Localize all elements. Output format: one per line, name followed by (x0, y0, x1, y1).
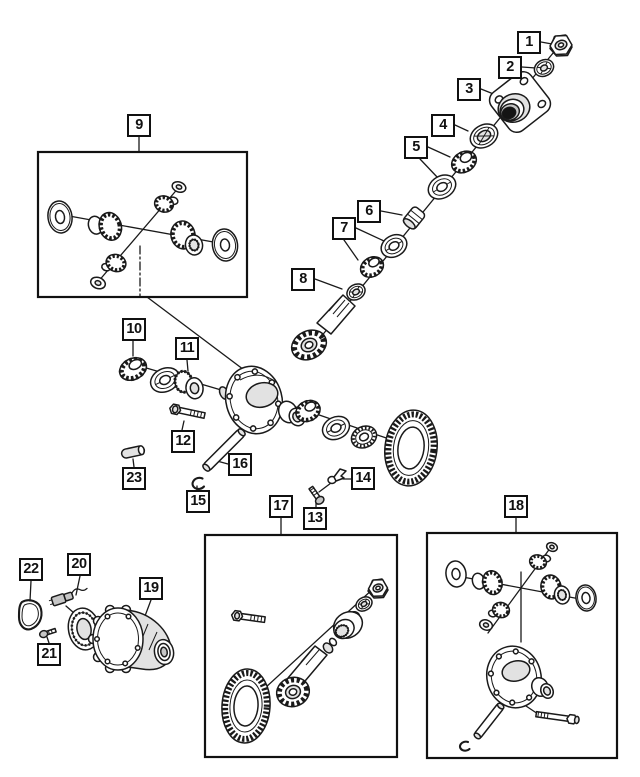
callout-10[interactable]: 10 (122, 318, 146, 341)
callout-7[interactable]: 7 (332, 217, 356, 240)
kit18-case (480, 640, 555, 713)
pinion-thrust-washer-top (171, 180, 188, 194)
callout-20[interactable]: 20 (67, 553, 91, 576)
callout-17[interactable]: 17 (269, 495, 293, 518)
callout-13[interactable]: 13 (303, 507, 327, 530)
callout-22[interactable]: 22 (19, 558, 43, 581)
drive-pinion-gear (287, 295, 355, 365)
locking-diff-case (89, 606, 176, 673)
kit18-washer-left (444, 560, 467, 589)
outer-pinion-bearing (448, 147, 481, 177)
callout-6[interactable]: 6 (357, 200, 381, 223)
adjuster-lock (328, 469, 346, 484)
collapsible-spacer (401, 206, 426, 232)
callout-8[interactable]: 8 (291, 268, 315, 291)
kit-flange (329, 606, 368, 643)
pinion-nut (550, 35, 572, 56)
kit18-snap-ring (460, 742, 469, 751)
ring-gear-bolt (169, 404, 206, 421)
kit-nut (368, 579, 388, 598)
callout-14[interactable]: 14 (351, 467, 375, 490)
callout-23[interactable]: 23 (122, 467, 146, 490)
kit18-pinion-top (528, 551, 552, 572)
diff-gear-kit (46, 180, 240, 291)
callout-5[interactable]: 5 (404, 136, 428, 159)
pinion-seal (466, 119, 502, 153)
kit18-washer-right (574, 584, 597, 613)
callout-19[interactable]: 19 (139, 577, 163, 600)
pinion-nut-washer (531, 56, 556, 80)
callout-21[interactable]: 21 (37, 643, 61, 666)
callout-18[interactable]: 18 (504, 495, 528, 518)
kit-bolt (231, 610, 265, 624)
kit-pinion (273, 637, 338, 711)
snap-ring (193, 478, 204, 489)
kit18-bolt (536, 710, 580, 725)
differential-case (218, 360, 308, 440)
side-gear-thrust-washer-left (46, 199, 74, 234)
callout-16[interactable]: 16 (228, 453, 252, 476)
callout-12[interactable]: 12 (171, 430, 195, 453)
pinion-thrust-washer-bottom (89, 275, 107, 290)
callout-11[interactable]: 11 (175, 337, 199, 360)
side-bearing (116, 353, 150, 384)
callout-9[interactable]: 9 (127, 114, 151, 137)
gasket (19, 600, 42, 629)
pinion-gear-top (152, 192, 178, 215)
callout-1[interactable]: 1 (517, 31, 541, 54)
side-gear-thrust-washer-right (210, 227, 239, 262)
callout-15[interactable]: 15 (186, 490, 210, 513)
callout-4[interactable]: 4 (431, 114, 455, 137)
inner-bearing-cup (377, 230, 411, 262)
kit18-side-gear-right (539, 573, 571, 605)
ring-pinion-set (219, 579, 388, 745)
outer-bearing-cup (424, 170, 460, 204)
callout-2[interactable]: 2 (498, 56, 522, 79)
kit18-pinion-bottom (488, 599, 512, 621)
dowel-pin (121, 445, 145, 459)
side-gear-left (86, 210, 124, 245)
lock-screw (307, 485, 325, 506)
kit18-washer-bottom (478, 618, 494, 632)
ring-gear (381, 407, 442, 489)
kit-washer (353, 594, 374, 614)
inner-pinion-bearing (357, 253, 387, 281)
kit18-side-gear-left (471, 568, 505, 600)
kit-ring-gear (219, 667, 272, 744)
callout-3[interactable]: 3 (457, 78, 481, 101)
side-gear-right (168, 219, 204, 257)
kit18-mate-shaft (473, 702, 505, 740)
pinion-gear-bottom (101, 251, 128, 276)
bearing-adjuster (174, 369, 205, 401)
actuator-screw (39, 627, 57, 639)
